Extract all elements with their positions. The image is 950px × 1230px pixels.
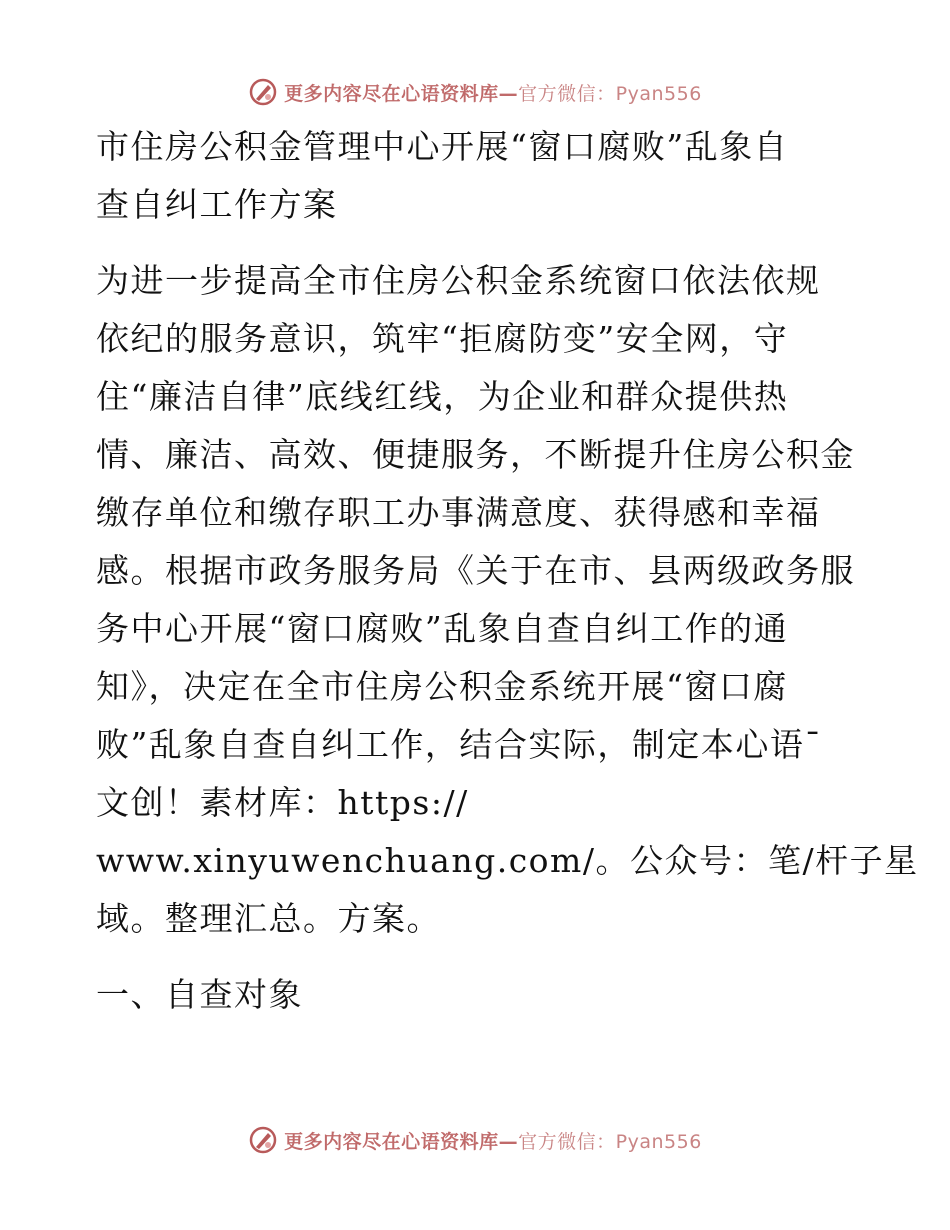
paragraph-line: 域。整理汇总。方案。 <box>96 899 441 938</box>
paragraph-line: 感。根据市政务服务局《关于在市、县两级政务服 <box>96 551 855 590</box>
pen-circle-logo-icon <box>248 1125 278 1155</box>
paragraph-line: 败”乱象自查自纠工作，结合实际，制定本心语¯ <box>96 725 823 764</box>
paragraph-line: www.xinyuwenchuang.com/。公众号：笔/杆子星 <box>96 841 919 880</box>
paragraph-line: 缴存单位和缴存职工办事满意度、获得感和幸福 <box>96 493 821 532</box>
document-title-line: 市住房公积金管理中心开展“窗口腐败”乱象自 <box>96 127 789 166</box>
watermark-text: 更多内容尽在心语资料库—官方微信：Pyan556 <box>284 1130 702 1153</box>
paragraph-line: 知》，决定在全市住房公积金系统开展“窗口腐 <box>96 667 788 706</box>
paragraph-line: 住“廉洁自律”底线红线，为企业和群众提供热 <box>96 377 789 416</box>
paragraph-line: 文创！素材库：https:// <box>96 783 469 822</box>
watermark-banner-bottom <box>0 1120 950 1160</box>
paragraph-line: 务中心开展“窗口腐败”乱象自查自纠工作的通 <box>96 609 789 648</box>
pen-circle-logo-icon <box>248 77 278 107</box>
paragraph-line: 为进一步提高全市住房公积金系统窗口依法依规 <box>96 261 821 300</box>
watermark-banner-top <box>0 72 950 112</box>
section-heading: 一、自查对象 <box>96 975 303 1014</box>
document-title-line: 查自纠工作方案 <box>96 185 338 224</box>
paragraph-line: 依纪的服务意识，筑牢“拒腐防变”安全网，守 <box>96 319 789 358</box>
watermark-text: 更多内容尽在心语资料库—官方微信：Pyan556 <box>284 82 702 105</box>
document-body <box>96 118 919 1024</box>
paragraph-line: 情、廉洁、高效、便捷服务，不断提升住房公积金 <box>96 435 855 474</box>
